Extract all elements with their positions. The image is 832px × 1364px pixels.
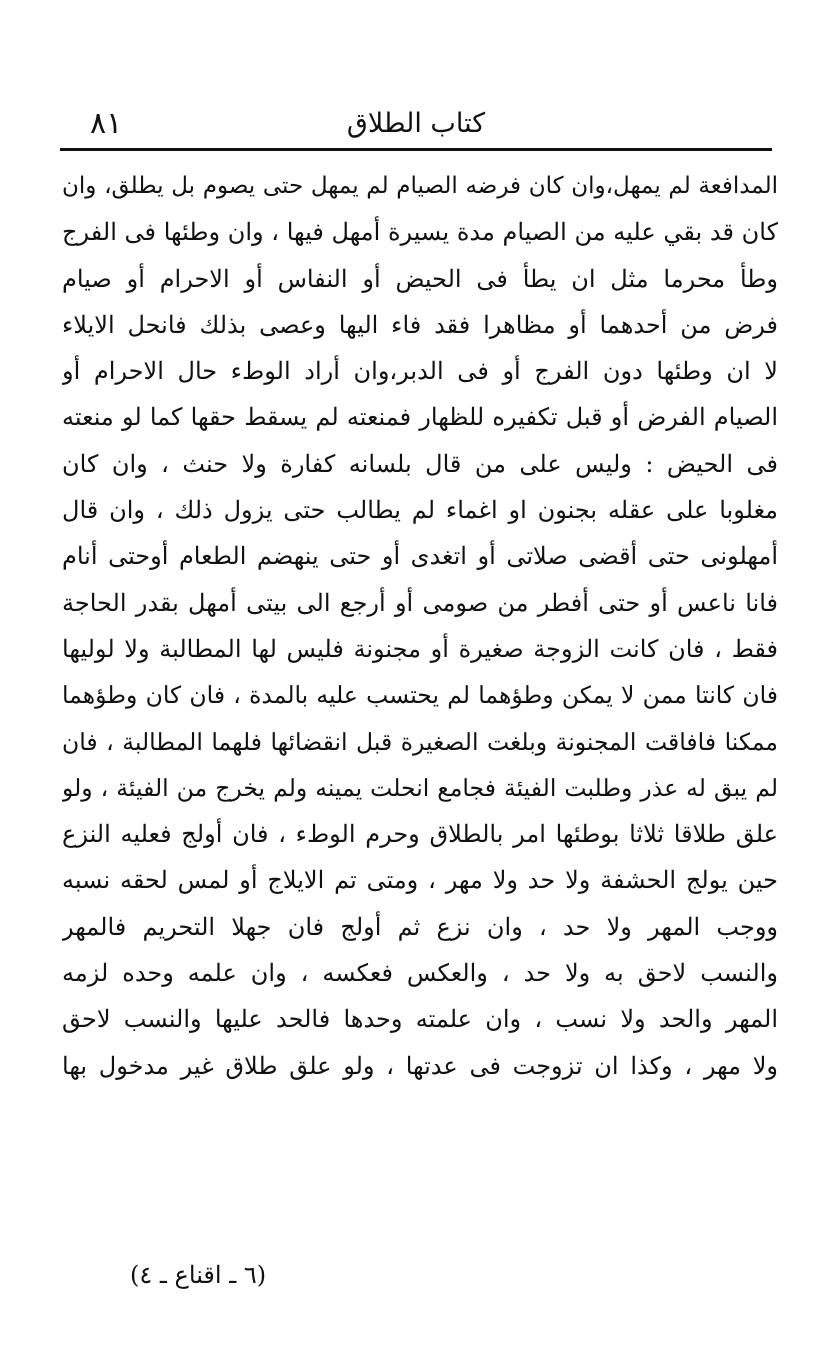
- page-number: ٨١: [90, 106, 123, 141]
- text-line: ووجب المهر ولا حد ، وان نزع ثم أولج فان جهلا التحريم فالمهر: [62, 912, 778, 941]
- text-line: ممكنا فافاقت المجنونة وبلغت الصغيرة قبل انقضائها فلهما المطالبة ، فان: [62, 727, 778, 756]
- text-line: كان قد بقي عليه من الصيام مدة يسيرة أمهل فيها ، وان وطئها فى الفرج: [62, 218, 778, 247]
- text-line: فانا ناعس أو حتى أفطر من صومى أو أرجع الى بيتى أمهل بقدر الحاجة: [62, 588, 778, 617]
- signature-mark: (٦ ـ اقناع ـ ٤): [130, 1261, 267, 1289]
- text-line: لم يبق له عذر وطلبت الفيئة فجامع انحلت يمينه ولم يخرج من الفيئة ، ولو: [62, 773, 778, 802]
- body-text: [62, 163, 778, 1089]
- text-line: الصيام الفرض أو قبل تكفيره للظهار فمنعته لم يسقط حقها كما لو منعته: [62, 403, 778, 432]
- text-line: لا ان وطئها دون الفرج أو فى الدبر،وان أراد الوطء حال الاحرام أو: [62, 357, 778, 386]
- text-line: ولا مهر ، وكذا ان تزوجت فى عدتها ، ولو علق طلاق غير مدخول بها: [62, 1051, 778, 1080]
- text-line: مغلوبا على عقله بجنون او اغماء لم يطالب حتى يزول ذلك ، وان قال: [62, 496, 778, 525]
- text-line: حين يولج الحشفة ولا حد ولا مهر ، ومتى تم الايلاج أو لمس لحقه نسبه: [62, 866, 778, 895]
- text-line: فان كانتا ممن لا يمكن وطؤهما لم يحتسب عليه بالمدة ، فان كان وطؤهما: [62, 681, 778, 710]
- text-line: وطأ محرما مثل ان يطأ فى الحيض أو النفاس أو الاحرام أو صيام: [62, 264, 778, 293]
- text-line: والنسب لاحق به ولا حد ، والعكس فعكسه ، وان علمه وحده لزمه: [62, 959, 778, 988]
- text-line: فى الحيض : وليس على من قال بلسانه كفارة ولا حنث ، وان كان: [62, 449, 778, 478]
- text-line: فقط ، فان كانت الزوجة صغيرة أو مجنونة فليس لها المطالبة ولا لوليها: [62, 634, 778, 663]
- running-title: كتاب الطلاق: [346, 108, 486, 139]
- page-header: [60, 96, 772, 146]
- text-line: فرض من أحدهما أو مظاهرا فقد فاء اليها وعصى بذلك فانحل الايلاء: [62, 310, 778, 339]
- text-line: علق طلاقا ثلاثا بوطئها امر بالطلاق وحرم الوطء ، فان أولج فعليه النزع: [62, 820, 778, 849]
- text-line: أمهلونى حتى أقضى صلاتى أو اتغدى أو حتى ينهضم الطعام أوحتى أنام: [62, 542, 778, 571]
- text-line: المدافعة لم يمهل،وان كان فرضه الصيام لم يمهل حتى يصوم بل يطلق، وان: [62, 173, 778, 199]
- text-line: المهر والحد ولا نسب ، وان علمته وحدها فالحد عليها والنسب لاحق: [62, 1005, 778, 1034]
- header-divider: [60, 148, 772, 151]
